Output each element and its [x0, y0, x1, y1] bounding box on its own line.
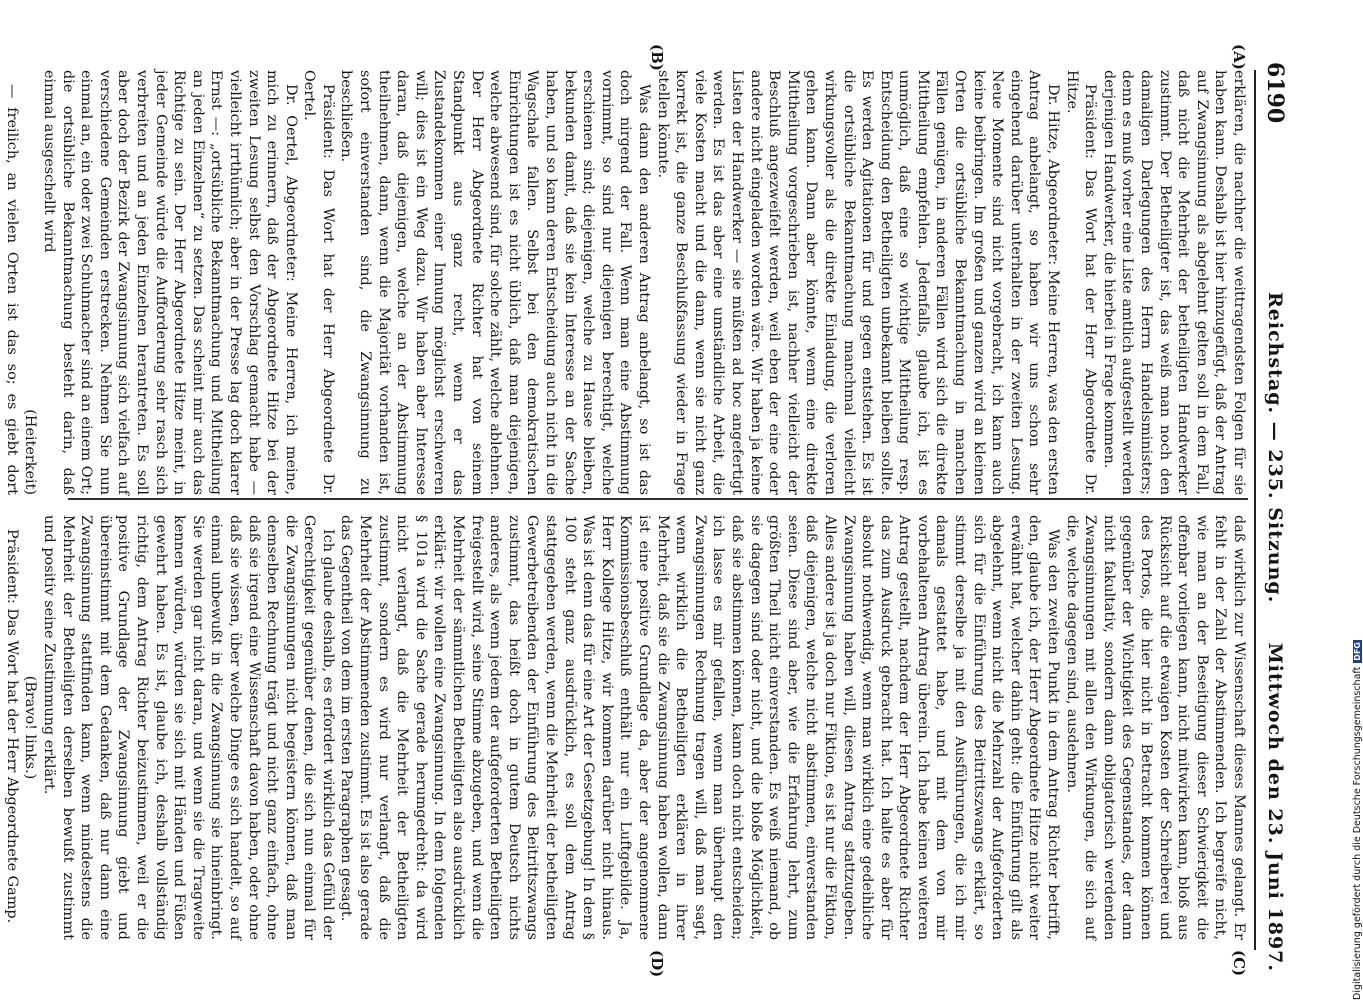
margin-mark-c: (C): [1230, 950, 1248, 977]
paragraph: Was den zweiten Punkt in dem Antrag Richter betrifft, den, glaube ich, der Herr Abgeordnete Hitze nicht weiter erwähnt hat, welcher dahin geht: die Einführung gilt als abgelehnt, wenn nicht die Mehrzahl der Aufgeforderten sich für die Einführung des Beitrittszwangs erklärt, so stimmt derselbe ja mit den Ausführungen, die ich mir damals gestattet habe, und mit dem von mir vorbehaltenen Antrag überein. Ich habe keinen weiteren Antrag gestellt, nachdem der Herr Abgeordnete Richter das zum Ausdruck gebracht hat. Ich halte es aber für absolut nothwendig, wenn man wirklich eine gedeihliche Zwangsinnung haben will, diesen Antrag stattzugeben. Alles andere ist ja doch nur Fiktion, es ist nur die Fiktion, daß diejenigen, welche nicht abstimmen, einverstanden seien. Diese sind aber, wie die Erfahrung lehrt, zum größten Theil nicht einverstanden. Es weiß niemand, ob sie dagegen sind oder nicht, und die bloße Möglichkeit, daß sie abstimmen können, kann doch nicht entscheiden; ich lasse es mir gefallen, wenn man überhaupt den Zwangsinnungen Rechnung tragen will, daß man sagt, wenn wirklich die Betheiligten erklären in ihrer Mehrheit, daß sie die Zwangsinnung haben wollen, dann ist eine positive Grundlage da, aber der angenommene Kommissionsbeschluß enthält nur ein Luftgebilde. Ja, Herr Kollege Hitze, wir kommen darüber nicht hinaus. Was ist denn das für eine Art der Gesetzgebung! In dem § 100 steht ganz ausdrücklich, es soll dem Antrag stattgegeben werden, wenn die Mehrheit der betheiligten Gewerbetreibenden der Einführung des Beitrittszwangs zustimmt, das heißt doch in gutem Deutsch nichts anderes, als wenn jedem der aufgeforderten Betheiligten freigestellt wird, seine Stimme abzugeben, und wenn die Mehrheit der sämmtlichen Betheiligten also ausdrücklich erklärt: wir wollen eine Zwangsinnung. In dem folgenden § 101a wird die Sache gerade herumgedreht: da wird nicht verlangt, daß die Mehrheit der Betheiligten zustimmt, sondern es wird nur verlangt, daß die Mehrheit der Abstimmenden zustimmt. Es ist also gerade das Gegentheil von dem im ersten Paragraphen gesagt.: [338, 515, 1062, 940]
dfg-logo: DFG: [1353, 642, 1362, 661]
paragraph: Was dann den anderen Antrag anbelangt, so ist das doch nirgend der Fall. Wenn man eine Abstimmung vornimmt, so sind nur diejenigen berechtigt, welche erschienen sind; diejenigen, welche zu Hause bleiben, bekunden damit, daß sie kein Interesse an der Sache haben, und so kann deren Entscheidung auch nicht in die Wagschale fallen. Selbst bei den demokratischen Einrichtungen ist es nicht üblich, daß man diejenigen, welche abwesend sind, für solche zählt, welche ablehnen. Der Herr Abgeordnete Richter hat von seinem Standpunkt aus ganz recht, wenn er das Zustandekommen einer Innung möglichst erschweren will; dies ist ein Weg dazu. Wir haben aber Interesse daran, daß diejenigen, welche an der Abstimmung theilnehmen, dann, wenn die Majorität vorhanden ist, sofort einverstanden sind, die Zwangsinnung zu beschließen.: [338, 70, 652, 495]
header-rule: [1254, 70, 1256, 950]
speaker-paragraph: Präsident: Das Wort hat der Herr Abgeordnete Gamp.: [3, 529, 20, 924]
interjection: (Heiterkeit): [22, 409, 39, 495]
page-header: [1252, 62, 1292, 972]
speech-paragraph: Dr. Hitze, Abgeordneter: Meine Herren, was den ersten Antrag anbelangt, so haben wir uns schon sehr eingehend darüber unterhalten in der zweiten Lesung. Neue Momente sind nicht vorgebracht, ich kann auch keine beibringen. Im großen und ganzen wird an kleinen Orten die ortsübliche Bekanntmachung in manchen Fällen genügen, in anderen Fällen wird sich die direkte Mittheilung empfehlen. Jedenfalls, glaube ich, ist es unmöglich, daß eine so wichtige Mittheilung resp. Entscheidung den Betheiligten unbekannt bleiben sollte. Es werden Agitationen für und gegen entstehen. Es ist die ortsübliche Bekanntmachung manchmal vielleicht wirkungsvoller als die direkte Einladung, die verloren gehen kann. Dann aber könnte, wenn eine direkte Mittheilung vorgeschrieben ist, nachher vielleicht der Beschluß angezweifelt werden, weil eben der eine oder andere nicht eingeladen worden wäre. Wir haben ja keine Listen der Handwerker — sie müßten ad hoc angefertigt werden. Es ist das aber eine umständliche Arbeit, die viele Kosten macht und die dann, wenn sie nicht ganz korrekt ist, die ganze Beschlußfassung wieder in Frage stellen könnte.: [654, 70, 1062, 495]
column-divider: [68, 498, 1248, 500]
credit-text: [1352, 600, 1363, 1000]
paragraph: — freilich, an vielen Orten ist das so; es giebt dort: [3, 84, 20, 495]
margin-mark-b: (B): [648, 44, 666, 71]
speaker-paragraph: Präsident: Das Wort hat der Herr Abgeordnete Dr. Oertel.: [301, 70, 336, 495]
speech-paragraph: Dr. Oertel, Abgeordneter: Meine Herren, ich meine, mich zu erinnern, daß der Abgeordnete Hitze bei der zweiten Lesung selbst den Vorschlag gemacht habe — vielleicht irrthümlich; aber in der Presse lag doch klarer Ernst —: „ortsübliche Bekanntmachung und Mittheilung an jeden Einzelnen“ zu setzen. Das scheint mir auch das Richtige zu sein. Der Herr Abgeordnete Hitze meint, in jeder Gemeinde würde die Aufforderung sehr rasch sich verbreiten und an jeden Einzelnen herantreten. Es soll aber doch der Bezirk der Zwangsinnung sich vielfach auf verschiedene Gemeinden erstrecken. Nehmen Sie nun einmal an, ein oder zwei Schuhmacher sind an einem Ort; die ortsübliche Bekanntmachung besteht darin, daß einmal ausgeschellt wird: [41, 70, 299, 495]
rotated-text-block: [3, 0, 1306, 1000]
margin-mark-a: (A): [1230, 44, 1248, 70]
right-column: [0, 515, 1248, 940]
speech-paragraph: [0, 515, 2, 940]
digitization-credit: [1338, 600, 1363, 1000]
paragraph: erklären, die nachher die weittragendsten Folgen für sie haben kann. Deshalb ist hier hinzugefügt, daß der Antrag auf Zwangsinnung als abgelehnt gelten soll in dem Fall, daß nicht die Mehrheit der betheiligten Handwerker zustimmt. Der Betheiligter ist, das weiß man noch den damaligen Darlegungen des Herrn Handelsministers; denn es muß vorher eine Liste amtlich aufgestellt werden derjenigen Handwerker, die hierbei in Frage kommen.: [1100, 70, 1247, 495]
interjection: (Bravo! links.): [22, 675, 39, 780]
session-date: Mittwoch den 23. Juni 1897.: [1264, 642, 1286, 972]
paragraph: Ich glaube deshalb, es erfordert wirklich das Gefühl der Gerechtigkeit gegenüber denen, die sich nun einmal für die Zwangsinnungen nicht begeistern können, daß man demselben Rechnung trägt und nicht ganz einfach, ohne daß sie irgend eine Wissenschaft davon haben, oder ohne daß sie wissen, über welche Dinge es sich handelt, so auf einmal unbewußt in die Zwangsinnung sie hineinbringt. Sie werden gar nicht daran, und wenn sie die Tragweite kennen würden, würden sie sich mit Händen und Füßen gewehrt haben. Es ist, glaube ich, deshalb vollständig richtig, dem Antrag Richter beizustimmen, weil er die positive Grundlage der Zwangsinnung giebt und übereinstimmt mit dem Gedanken, daß nur dann eine Zwangsinnung stattfinden kann, wenn mindestens die Mehrheit der Betheiligten derselben bewußt zustimmt und positiv seine Zustimmung erklärt.: [41, 515, 336, 940]
margin-mark-d: (D): [648, 950, 666, 978]
left-column: [0, 70, 1248, 495]
speaker-paragraph: Präsident: Das Wort hat der Herr Abgeordnete Dr. Hitze.: [1063, 70, 1099, 495]
page-number: 6190: [1262, 62, 1288, 124]
session-title: Reichstag. — 235. Sitzung.: [1264, 292, 1286, 604]
paragraph: daß wirklich zur Wissenschaft dieses Mannes gelangt. Er fehlt in der Zahl der Abstimmenden. Ich begreife nicht, wie man an der Beseitigung dieser Schwierigkeit die offenbar vorliegen kann, nicht mitwirken kann, bloß aus Rücksicht auf die etwaigen Kosten der Schreiberei und des Portos, die hier nicht in Betracht kommen können gegenüber der Wichtigkeit des Gegenstandes, der dann nicht fakultativ, sondern dann obligatorisch werdenden Zwangsinnungen mit allen den Wirkungen, die sich auf die, welche dagegen sind, ausdehnen.: [1063, 515, 1247, 940]
credit-label: Digitalisierung gefördert durch die Deutsche Forschungsgemeinschaft: [1352, 666, 1363, 1000]
